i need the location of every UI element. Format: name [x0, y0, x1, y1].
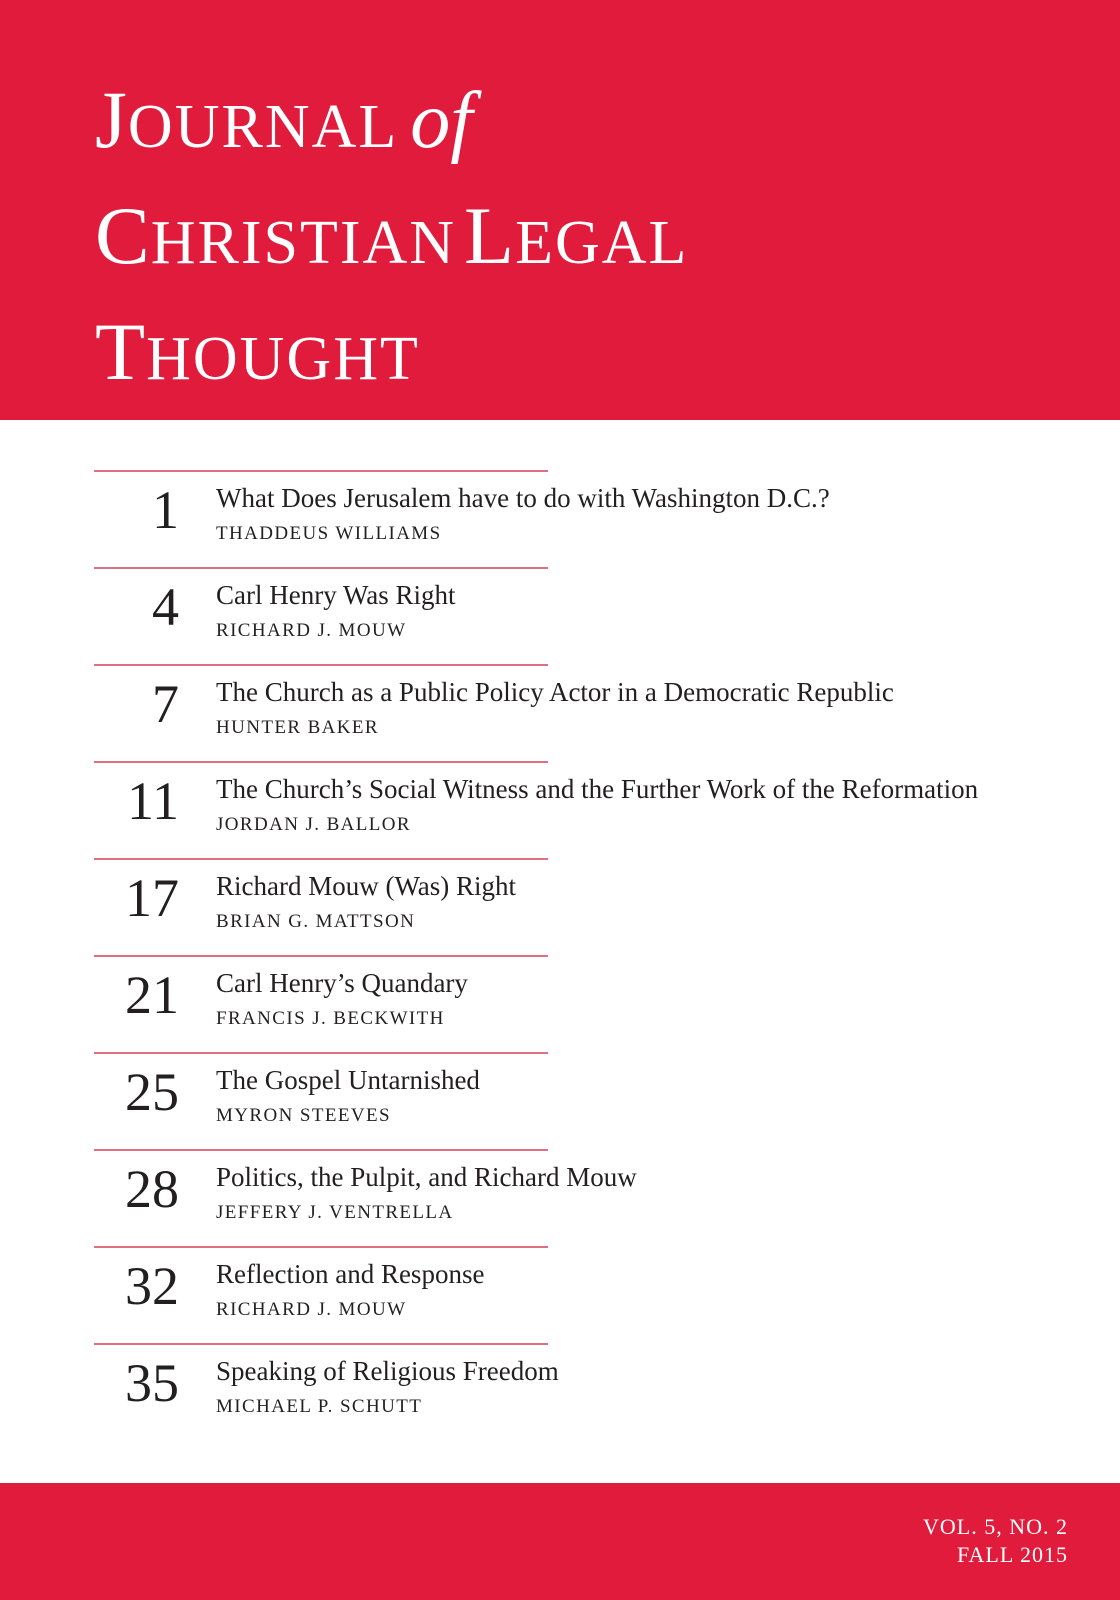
cover-footer	[0, 1483, 1120, 1600]
toc-article-author: THADDEUS WILLIAMS	[216, 523, 442, 544]
toc-article-author: BRIAN G. MATTSON	[216, 911, 416, 932]
toc-page-number: 17	[125, 868, 179, 928]
toc-article-title: Richard Mouw (Was) Right	[216, 871, 517, 901]
toc-article-author: JEFFERY J. VENTRELLA	[216, 1202, 454, 1223]
toc-article-title: Reflection and Response	[216, 1259, 485, 1289]
title-line-2: CHRISTIAN LEGAL	[95, 190, 689, 281]
toc-article-title: Carl Henry Was Right	[216, 580, 456, 610]
cover-header	[0, 0, 1120, 420]
volume-number: VOL. 5, NO. 2	[923, 1514, 1068, 1539]
toc-page-number: 11	[127, 771, 179, 831]
toc-article-author: RICHARD J. MOUW	[216, 1299, 407, 1320]
toc-article-title: Politics, the Pulpit, and Richard Mouw	[216, 1162, 637, 1192]
toc-page-number: 28	[125, 1159, 179, 1219]
toc-page-number: 7	[152, 674, 179, 734]
toc-article-title: The Church’s Social Witness and the Further Work of the Reformation	[216, 774, 979, 804]
toc-entry	[96, 569, 1076, 666]
toc-page-number: 21	[125, 965, 179, 1025]
table-of-contents	[96, 472, 1076, 1442]
toc-entry	[96, 860, 1076, 957]
title-word-journal: JOURNAL	[95, 74, 399, 165]
toc-article-title: Carl Henry’s Quandary	[216, 968, 468, 998]
toc-page-number: 4	[152, 577, 179, 637]
toc-article-author: RICHARD J. MOUW	[216, 620, 407, 641]
toc-article-title: What Does Jerusalem have to do with Washington D.C.?	[216, 483, 830, 513]
toc-entry	[96, 1054, 1076, 1151]
toc-entry	[96, 472, 1076, 569]
toc-article-author: FRANCIS J. BECKWITH	[216, 1008, 445, 1029]
toc-article-title: Speaking of Religious Freedom	[216, 1356, 559, 1386]
toc-entry	[96, 957, 1076, 1054]
title-word-of: of	[410, 77, 473, 165]
toc-article-author: MYRON STEEVES	[216, 1105, 391, 1126]
title-line-3: THOUGHT	[95, 306, 420, 397]
toc-entry	[96, 1248, 1076, 1345]
toc-entry	[96, 763, 1076, 860]
toc-article-author: MICHAEL P. SCHUTT	[216, 1396, 423, 1417]
toc-article-title: The Gospel Untarnished	[216, 1065, 480, 1095]
toc-article-author: JORDAN J. BALLOR	[216, 814, 411, 835]
toc-page-number: 1	[152, 480, 179, 540]
journal-title	[95, 70, 688, 418]
toc-article-title: The Church as a Public Policy Actor in a Democratic Republic	[216, 677, 894, 707]
toc-page-number: 25	[125, 1062, 179, 1122]
toc-page-number: 32	[125, 1256, 179, 1316]
issue-info	[923, 1513, 1068, 1569]
toc-entry	[96, 1345, 1076, 1442]
toc-entry	[96, 1151, 1076, 1248]
toc-entry	[96, 666, 1076, 763]
issue-season: FALL 2015	[956, 1542, 1068, 1567]
toc-page-number: 35	[125, 1353, 179, 1413]
title-line-1	[95, 70, 688, 186]
toc-article-author: HUNTER BAKER	[216, 717, 379, 738]
